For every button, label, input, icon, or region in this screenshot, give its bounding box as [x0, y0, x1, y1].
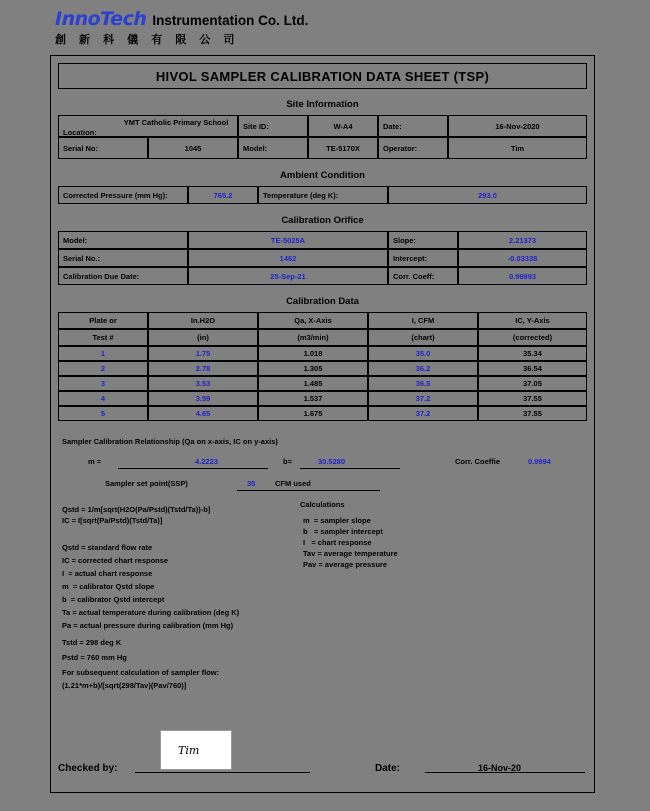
orifice-model-value: TE-5025A: [188, 231, 388, 249]
site-operator-label: Operator:: [378, 137, 448, 159]
checked-by-label: Checked by:: [58, 763, 118, 774]
legend-item-5: Ta = actual temperature during calibration (deg K): [62, 608, 240, 617]
legend-item-6: Pa = actual pressure during calibration (mm Hg): [62, 621, 234, 630]
legend-item-10: (1.21*m+b)/[sqrt(298/Tav)(Pav/760)]: [62, 681, 187, 690]
table-row: 5: [58, 406, 148, 421]
setpoint-label: Sampler set point(SSP): [105, 479, 188, 488]
table-row: 36.54: [478, 361, 587, 376]
table-row: 1.018: [258, 346, 368, 361]
caldata-header-3: I, CFM: [368, 312, 478, 329]
orifice-corr-label: Corr. Coeff:: [388, 267, 458, 285]
section-title-site: Site Information: [286, 99, 359, 110]
caldata-header-4: IC, Y-Axis: [478, 312, 587, 329]
company-header: [55, 8, 615, 30]
table-row: 37.05: [478, 376, 587, 391]
table-row: 37.55: [478, 406, 587, 421]
calculations-item-0: m = sampler slope: [303, 516, 371, 525]
calculations-title: Calculations: [300, 500, 345, 509]
legend-item-1: IC = corrected chart response: [62, 556, 169, 565]
orifice-slope-value: 2.21373: [458, 231, 587, 249]
relationship-m-value: 4.2223: [195, 457, 218, 466]
relationship-corr-value: 0.9994: [528, 457, 551, 466]
relationship-m-rule: [118, 468, 268, 469]
legend-item-2: I = actual chart response: [62, 569, 153, 578]
ambient-temp-label: Temperature (deg K):: [258, 186, 388, 204]
calculations-item-4: Pav = average pressure: [303, 560, 388, 569]
calculations-item-1: b = sampler intercept: [303, 527, 383, 536]
setpoint-value: 35: [247, 479, 256, 488]
orifice-model-label: Model:: [58, 231, 188, 249]
table-row: 36.2: [368, 361, 478, 376]
orifice-serial-value: 1462: [188, 249, 388, 267]
site-date-value: 16-Nov-2020: [448, 115, 587, 137]
legend-item-4: b = calibrator Qstd intercept: [62, 595, 165, 604]
site-model-label: Model:: [238, 137, 308, 159]
table-row: 37.55: [478, 391, 587, 406]
table-row: 2: [58, 361, 148, 376]
formula-line-2: IC = I[sqrt(Pa/Pstd)(Tstd/Ta)]: [62, 516, 163, 525]
table-row: 37.2: [368, 391, 478, 406]
site-serial-value: 1045: [148, 137, 238, 159]
caldata-header-1: In.H2O: [148, 312, 258, 329]
table-row: 4: [58, 391, 148, 406]
orifice-serial-label: Serial No.:: [58, 249, 188, 267]
table-row: 37.2: [368, 406, 478, 421]
relationship-corr-label: Corr. Coeffie: [455, 457, 501, 466]
ambient-pressure-value: 765.2: [188, 186, 258, 204]
footer-date-value: 16-Nov-20: [478, 763, 522, 773]
caldata-subheader-1: (in): [148, 329, 258, 346]
table-row: 36.5: [368, 376, 478, 391]
section-title-orifice: Calibration Orifice: [281, 215, 364, 226]
orifice-intercept-value: -0.03338: [458, 249, 587, 267]
site-operator-value: Tim: [448, 137, 587, 159]
table-row: 1.305: [258, 361, 368, 376]
relationship-title: Sampler Calibration Relationship (Qa on x-axis, IC on y-axis): [62, 437, 278, 446]
relationship-b-value: 30.5280: [318, 457, 346, 466]
relationship-m-label: m =: [88, 457, 102, 466]
table-row: 1.537: [258, 391, 368, 406]
caldata-subheader-0: Test #: [58, 329, 148, 346]
orifice-slope-label: Slope:: [388, 231, 458, 249]
site-date-label: Date:: [378, 115, 448, 137]
calculations-item-2: I = chart response: [303, 538, 372, 547]
company-name: Instrumentation Co. Ltd.: [152, 13, 309, 28]
table-row: 2.78: [148, 361, 258, 376]
ambient-temp-value: 293.0: [388, 186, 587, 204]
signature-value: Tim: [178, 744, 200, 757]
orifice-corr-value: 0.99993: [458, 267, 587, 285]
table-row: 3: [58, 376, 148, 391]
footer-date-label: Date:: [375, 763, 401, 774]
table-row: 1: [58, 346, 148, 361]
legend-item-0: Qstd = standard flow rate: [62, 543, 153, 552]
relationship-b-rule: [300, 468, 400, 469]
table-row: 1.75: [148, 346, 258, 361]
table-row: 1.675: [258, 406, 368, 421]
section-title-caldata: Calibration Data: [286, 296, 359, 307]
table-row: 35.0: [368, 346, 478, 361]
table-row: 3.59: [148, 391, 258, 406]
section-title-ambient: Ambient Condition: [280, 170, 365, 181]
caldata-subheader-3: (chart): [368, 329, 478, 346]
legend-item-9: For subsequent calculation of sampler flow:: [62, 668, 220, 677]
orifice-due-value: 25-Sep-21: [188, 267, 388, 285]
table-row: 35.34: [478, 346, 587, 361]
calculations-item-3: Tav = average temperature: [303, 549, 398, 558]
formula-line-1: Qstd = 1/m[sqrt(H2O(Pa/Pstd)(Tstd/Ta))-b]: [62, 505, 211, 514]
footer-date-rule: [425, 772, 585, 773]
orifice-due-label: Calibration Due Date:: [58, 267, 188, 285]
legend-item-8: Pstd = 760 mm Hg: [62, 653, 127, 662]
site-serial-label: Serial No:: [58, 137, 148, 159]
page-title: HIVOL SAMPLER CALIBRATION DATA SHEET (TSP): [58, 63, 587, 89]
site-location-label-cell: [58, 115, 238, 137]
table-row: 3.53: [148, 376, 258, 391]
site-location-label: Location:: [63, 128, 97, 137]
site-location-value: YMT Catholic Primary School: [123, 118, 229, 127]
site-id-label: Site ID:: [238, 115, 308, 137]
table-row: 4.65: [148, 406, 258, 421]
caldata-header-2: Qa, X-Axis: [258, 312, 368, 329]
caldata-subheader-2: (m3/min): [258, 329, 368, 346]
caldata-subheader-4: (corrected): [478, 329, 587, 346]
company-logo: InnoTech: [55, 8, 147, 30]
ambient-pressure-label: Corrected Pressure (mm Hg):: [58, 186, 188, 204]
relationship-b-label: b=: [283, 457, 292, 466]
legend-item-3: m = calibrator Qstd slope: [62, 582, 155, 591]
caldata-header-0: Plate or: [58, 312, 148, 329]
setpoint-unit: CFM used: [275, 479, 311, 488]
site-model-value: TE-5170X: [308, 137, 378, 159]
checked-by-rule: [135, 772, 310, 773]
orifice-intercept-label: Intercept:: [388, 249, 458, 267]
setpoint-rule: [237, 490, 380, 491]
table-row: 1.485: [258, 376, 368, 391]
site-id-value: W-A4: [308, 115, 378, 137]
legend-item-7: Tstd = 298 deg K: [62, 638, 122, 647]
company-name-chinese: 創 新 科 儀 有 限 公 司: [55, 34, 240, 46]
